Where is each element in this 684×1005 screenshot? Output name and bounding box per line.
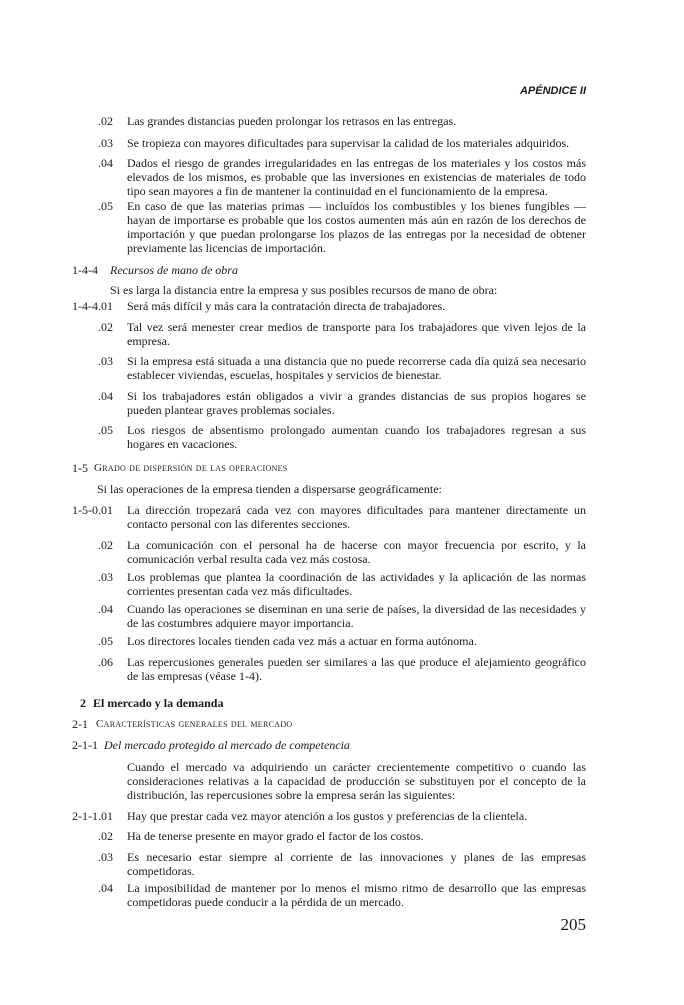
item-text: Los directores locales tienden cada vez más a actuar en forma autónoma. bbox=[127, 634, 477, 648]
item-label: .05 bbox=[98, 634, 113, 648]
page-number: 205 bbox=[560, 915, 586, 934]
list-item bbox=[60, 829, 586, 843]
list-item bbox=[60, 156, 586, 198]
item-text: La comunicación con el personal ha de hacerse con mayor frecuencia por escrito, y la comunicación verbal resulta cada vez más costosa. bbox=[127, 538, 586, 566]
item-label: .06 bbox=[98, 655, 113, 669]
section-title: Grado de dispersión de las operaciones bbox=[94, 462, 288, 474]
section-intro: Cuando el mercado va adquiriendo un carácter crecientemente competitivo o cuando las consideraciones relativas a la capacidad de producción se substituyen por el concepto de la distribución, las repercusiones sobre la empresa serán las siguientes: bbox=[127, 760, 586, 802]
running-header: APÉNDICE II bbox=[519, 85, 586, 97]
item-label: .05 bbox=[98, 423, 113, 437]
item-label: .04 bbox=[98, 389, 113, 403]
chapter-number: 2 bbox=[80, 696, 86, 710]
item-text: Los riesgos de absentismo prolongado aumentan cuando los trabajadores regresan a sus hogares en vacaciones. bbox=[127, 423, 586, 451]
list-item bbox=[60, 389, 586, 417]
section-title: Recursos de mano de obra bbox=[110, 263, 238, 277]
list-item bbox=[60, 503, 586, 531]
section-number: 1-4-4 bbox=[72, 263, 98, 277]
item-label: .03 bbox=[98, 354, 113, 368]
chapter-title: El mercado y la demanda bbox=[93, 696, 224, 710]
section-number: 2-1-1 bbox=[72, 738, 98, 752]
section-title: Del mercado protegido al mercado de competencia bbox=[104, 738, 350, 752]
list-item bbox=[60, 199, 586, 255]
item-text: En caso de que las materias primas — incluídos los combustibles y los bienes fungibles — hayan de importarse es probable que los costos aumenten más aún en razón de los derechos de importación y que puedan prolongarse los plazos de las entregas por la necesidad de obtener previamente las licencias de importación. bbox=[127, 199, 586, 255]
item-label: .02 bbox=[98, 320, 113, 334]
item-label: .02 bbox=[98, 829, 113, 843]
item-text: Dados el riesgo de grandes irregularidades en las entregas de los materiales y los costos más elevados de los mismos, es probable que las inversiones en existencias de materiales de todo tipo sean mayores a fin de mantener la continuidad en el funcionamiento de la empresa. bbox=[127, 156, 586, 198]
item-text: Los problemas que plantea la coordinación de las actividades y la aplicación de las normas corrientes presentan cada vez más dificultades. bbox=[127, 570, 586, 598]
item-label: 1-5-0.01 bbox=[72, 503, 113, 517]
list-item bbox=[60, 320, 586, 348]
item-text: Las grandes distancias pueden prolongar los retrasos en las entregas. bbox=[127, 114, 457, 128]
section-number: 1-5 bbox=[72, 461, 88, 475]
item-text: La imposibilidad de mantener por lo menos el mismo ritmo de desarrollo que las empresas competidoras puede conducir a la pérdida de un mercado. bbox=[127, 881, 586, 909]
item-label: .03 bbox=[98, 136, 113, 150]
list-item bbox=[60, 423, 586, 451]
list-item bbox=[60, 299, 586, 313]
section-intro: Si las operaciones de la empresa tienden a dispersarse geográficamente: bbox=[97, 482, 442, 496]
item-text: Si la empresa está situada a una distancia que no puede recorrerse cada día quizá sea necesario establecer viviendas, escuelas, hospitales y servicios de bienestar. bbox=[127, 354, 586, 382]
item-text: Cuando las operaciones se diseminan en una serie de países, la diversidad de las necesidades y de las costumbres adquiere mayor importancia. bbox=[127, 602, 586, 630]
item-text: La dirección tropezará cada vez con mayores dificultades para mantener directamente un contacto personal con las diferentes secciones. bbox=[127, 503, 586, 531]
section-intro: Si es larga la distancia entre la empresa y sus posibles recursos de mano de obra: bbox=[110, 283, 498, 297]
section-number: 2-1 bbox=[72, 717, 88, 731]
item-text: Hay que prestar cada vez mayor atención a los gustos y preferencias de la clientela. bbox=[127, 809, 528, 823]
item-text: Las repercusiones generales pueden ser similares a las que produce el alejamiento geográfico de las empresas (véase 1-4). bbox=[127, 655, 586, 683]
item-label: 1-4-4.01 bbox=[72, 299, 113, 313]
item-label: 2-1-1.01 bbox=[72, 809, 113, 823]
list-item bbox=[60, 881, 586, 909]
list-item bbox=[60, 602, 586, 630]
list-item bbox=[60, 538, 586, 566]
list-item bbox=[60, 354, 586, 382]
item-text: Si los trabajadores están obligados a vivir a grandes distancias de sus propios hogares se pueden plantear graves problemas sociales. bbox=[127, 389, 586, 417]
list-item bbox=[60, 570, 586, 598]
item-text: Ha de tenerse presente en mayor grado el factor de los costos. bbox=[127, 829, 424, 843]
list-item bbox=[60, 634, 586, 648]
item-text: Será más difícil y más cara la contratación directa de trabajadores. bbox=[127, 299, 446, 313]
list-item bbox=[60, 850, 586, 878]
item-text: Tal vez será menester crear medios de transporte para los trabajadores que viven lejos de la empresa. bbox=[127, 320, 586, 348]
list-item bbox=[60, 114, 586, 128]
list-item bbox=[60, 655, 586, 683]
item-label: .03 bbox=[98, 570, 113, 584]
item-label: .04 bbox=[98, 156, 113, 170]
item-label: .04 bbox=[98, 881, 113, 895]
section-title: Características generales del mercado bbox=[96, 718, 293, 730]
item-text: Es necesario estar siempre al corriente de las innovaciones y planes de las empresas competidoras. bbox=[127, 850, 586, 878]
list-item bbox=[60, 809, 586, 823]
item-label: .02 bbox=[98, 538, 113, 552]
item-label: .05 bbox=[98, 199, 113, 213]
list-item bbox=[60, 136, 586, 150]
item-text: Se tropieza con mayores dificultades para supervisar la calidad de los materiales adquiridos. bbox=[127, 136, 570, 150]
item-label: .03 bbox=[98, 850, 113, 864]
item-label: .04 bbox=[98, 602, 113, 616]
item-label: .02 bbox=[98, 114, 113, 128]
